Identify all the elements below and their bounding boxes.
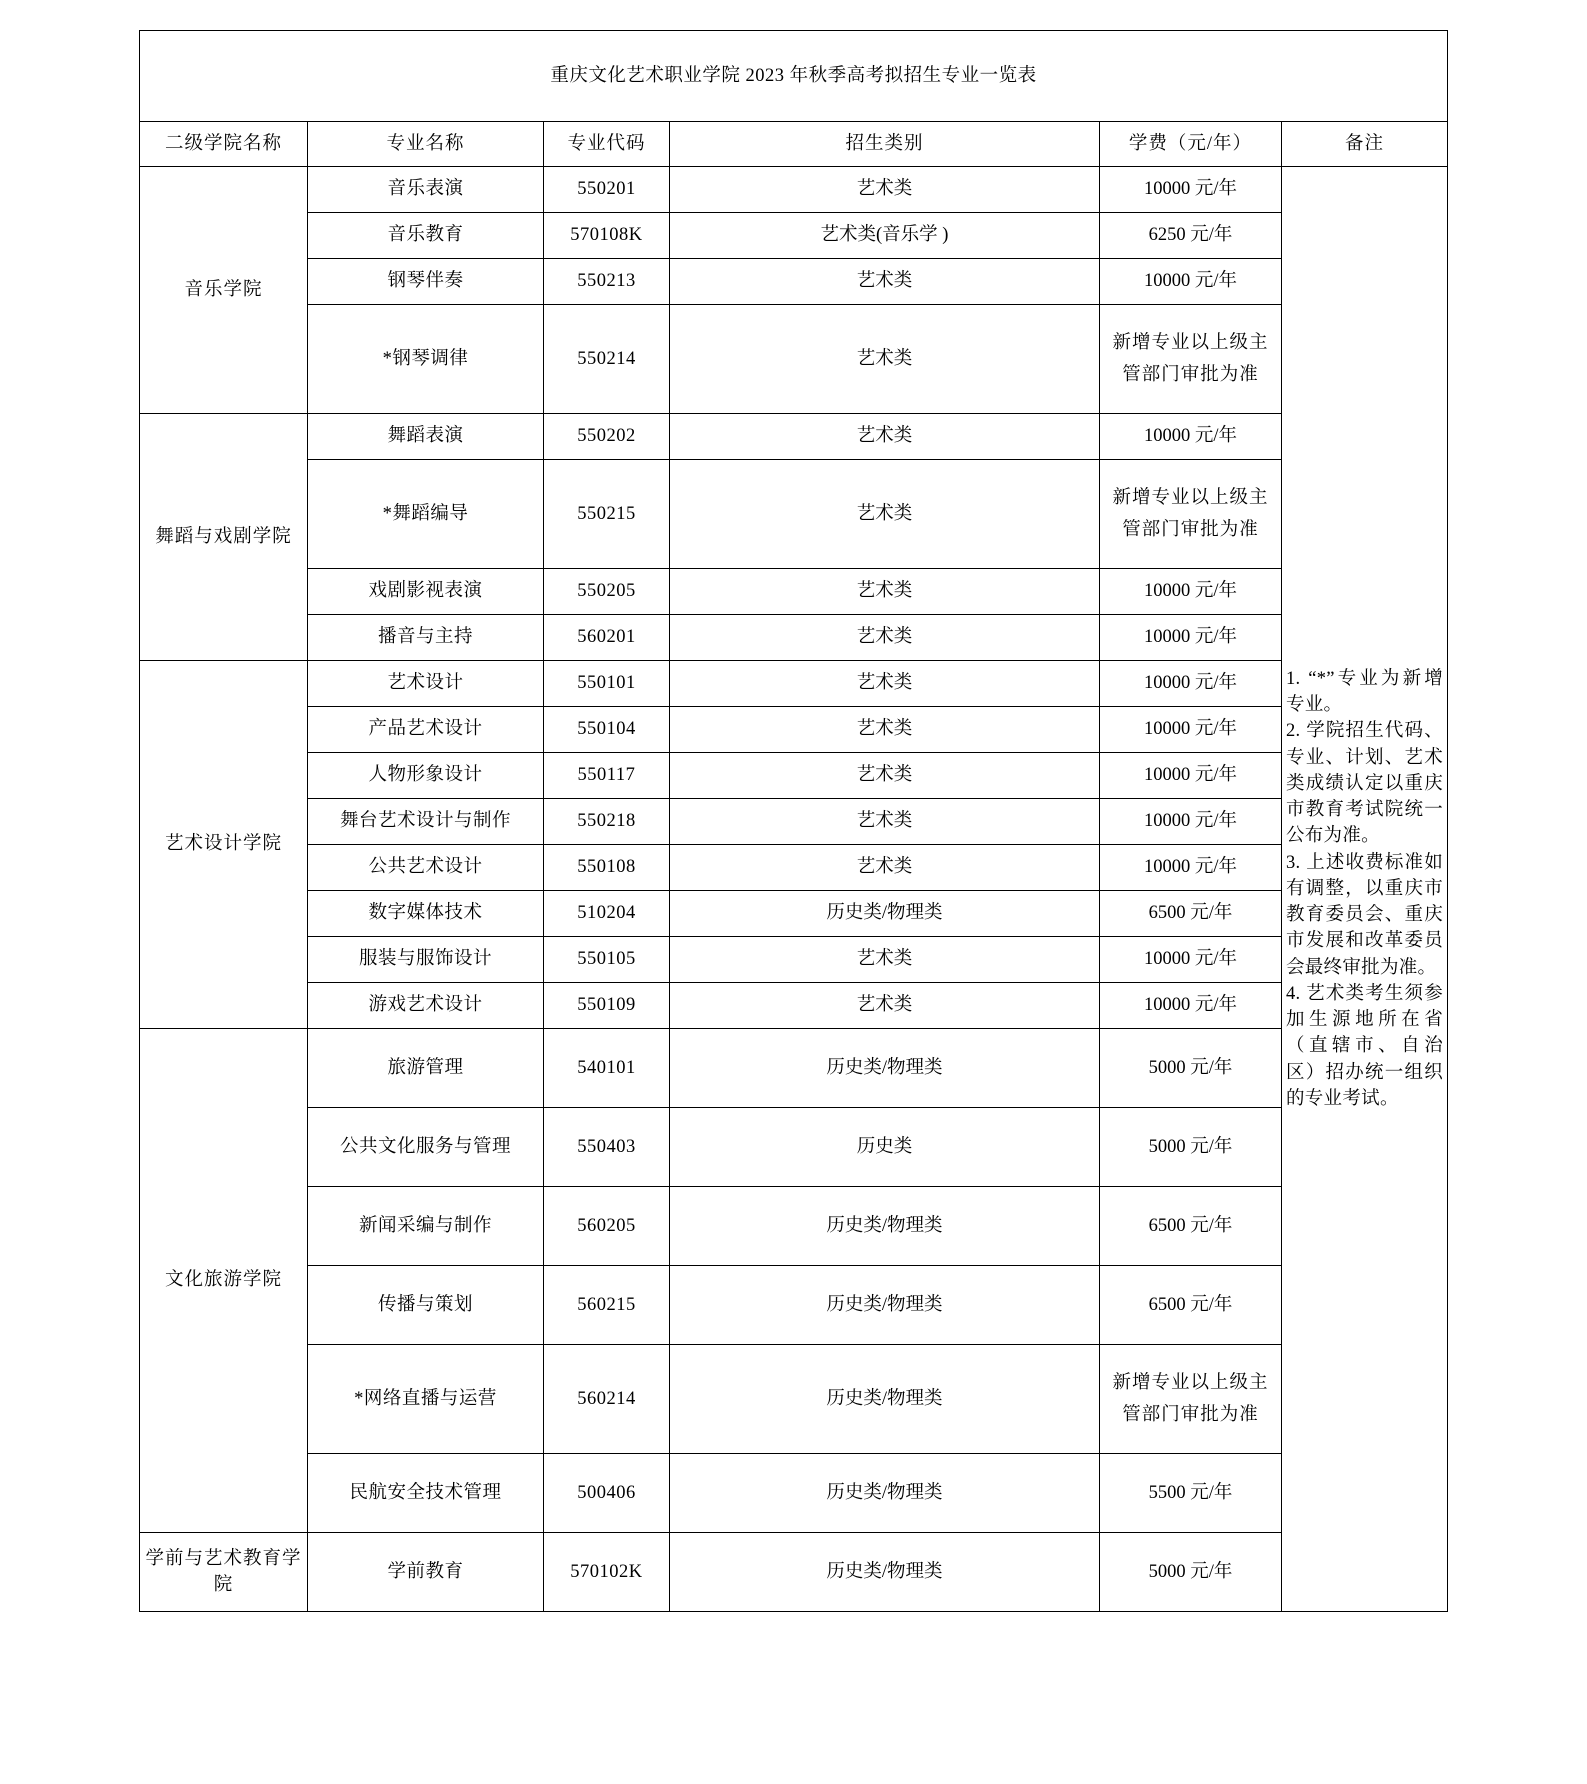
major-name-cell: 钢琴伴奏 <box>307 259 543 305</box>
tuition-fee-cell: 6500 元/年 <box>1099 1266 1281 1345</box>
table-row <box>139 1029 1447 1108</box>
tuition-fee-cell: 6500 元/年 <box>1099 891 1281 937</box>
major-name-cell: 戏剧影视表演 <box>307 569 543 615</box>
major-name-cell: 产品艺术设计 <box>307 707 543 753</box>
tuition-fee-cell: 6250 元/年 <box>1099 213 1281 259</box>
major-name-cell: 人物形象设计 <box>307 753 543 799</box>
major-name-cell: 新闻采编与制作 <box>307 1187 543 1266</box>
major-name-cell: 数字媒体技术 <box>307 891 543 937</box>
admission-category-cell: 历史类/物理类 <box>669 1266 1099 1345</box>
admission-category-cell: 历史类 <box>669 1108 1099 1187</box>
major-code-cell: 560201 <box>543 615 669 661</box>
remarks-cell <box>1281 167 1447 1612</box>
table-row <box>139 213 1447 259</box>
tuition-fee-cell: 5000 元/年 <box>1099 1029 1281 1108</box>
table-row <box>139 1187 1447 1266</box>
column-header-fee: 学费（元/年） <box>1099 122 1281 167</box>
table-row <box>139 1533 1447 1612</box>
tuition-fee-cell: 5000 元/年 <box>1099 1108 1281 1187</box>
tuition-fee-cell: 新增专业以上级主管部门审批为准 <box>1099 305 1281 414</box>
major-name-cell: 舞台艺术设计与制作 <box>307 799 543 845</box>
tuition-fee-cell: 6500 元/年 <box>1099 1187 1281 1266</box>
major-code-cell: 550202 <box>543 414 669 460</box>
table-head <box>139 31 1447 167</box>
tuition-fee-cell: 10000 元/年 <box>1099 414 1281 460</box>
admission-category-cell: 艺术类 <box>669 259 1099 305</box>
admission-category-cell: 历史类/物理类 <box>669 1029 1099 1108</box>
major-name-cell: *钢琴调律 <box>307 305 543 414</box>
admission-category-cell: 艺术类 <box>669 845 1099 891</box>
remark-item: 2. 学院招生代码、专业、计划、艺术类成绩认定以重庆市教育考试院统一公布为准。 <box>1285 721 1444 847</box>
major-code-cell: 550108 <box>543 845 669 891</box>
column-header-college: 二级学院名称 <box>139 122 307 167</box>
major-code-cell: 550403 <box>543 1108 669 1187</box>
table-row <box>139 1345 1447 1454</box>
remark-item: 4. 艺术类考生须参加生源地所在省（直辖市、自治区）招办统一组织的专业考试。 <box>1285 983 1444 1109</box>
major-code-cell: 550104 <box>543 707 669 753</box>
major-code-cell: 550215 <box>543 460 669 569</box>
major-name-cell: 舞蹈表演 <box>307 414 543 460</box>
table-row <box>139 569 1447 615</box>
tuition-fee-cell: 5500 元/年 <box>1099 1454 1281 1533</box>
major-name-cell: *网络直播与运营 <box>307 1345 543 1454</box>
column-header-category: 招生类别 <box>669 122 1099 167</box>
major-code-cell: 540101 <box>543 1029 669 1108</box>
major-name-cell: 传播与策划 <box>307 1266 543 1345</box>
table-row <box>139 460 1447 569</box>
tuition-fee-cell: 10000 元/年 <box>1099 753 1281 799</box>
major-name-cell: 音乐教育 <box>307 213 543 259</box>
tuition-fee-cell: 10000 元/年 <box>1099 615 1281 661</box>
major-code-cell: 560215 <box>543 1266 669 1345</box>
page-title: 重庆文化艺术职业学院 2023 年秋季高考拟招生专业一览表 <box>139 31 1447 122</box>
column-header-code: 专业代码 <box>543 122 669 167</box>
college-name-cell: 学前与艺术教育学院 <box>139 1533 307 1612</box>
major-code-cell: 550201 <box>543 167 669 213</box>
tuition-fee-cell: 10000 元/年 <box>1099 569 1281 615</box>
column-header-remark: 备注 <box>1281 122 1447 167</box>
table-row <box>139 707 1447 753</box>
admission-category-cell: 艺术类 <box>669 983 1099 1029</box>
major-code-cell: 550101 <box>543 661 669 707</box>
tuition-fee-cell: 10000 元/年 <box>1099 845 1281 891</box>
admission-category-cell: 历史类/物理类 <box>669 1454 1099 1533</box>
admission-category-cell: 艺术类 <box>669 305 1099 414</box>
admission-category-cell: 艺术类 <box>669 460 1099 569</box>
tuition-fee-cell: 5000 元/年 <box>1099 1533 1281 1612</box>
table-row <box>139 615 1447 661</box>
admission-majors-table <box>139 30 1448 1612</box>
college-name-cell: 音乐学院 <box>139 167 307 414</box>
major-name-cell: 游戏艺术设计 <box>307 983 543 1029</box>
tuition-fee-cell: 10000 元/年 <box>1099 259 1281 305</box>
major-code-cell: 550214 <box>543 305 669 414</box>
tuition-fee-cell: 10000 元/年 <box>1099 661 1281 707</box>
table-row <box>139 167 1447 213</box>
college-name-cell: 文化旅游学院 <box>139 1029 307 1533</box>
table-row <box>139 845 1447 891</box>
major-name-cell: 音乐表演 <box>307 167 543 213</box>
major-code-cell: 570108K <box>543 213 669 259</box>
tuition-fee-cell: 10000 元/年 <box>1099 799 1281 845</box>
table-row <box>139 753 1447 799</box>
college-name-cell: 艺术设计学院 <box>139 661 307 1029</box>
table-row <box>139 661 1447 707</box>
college-name-cell: 舞蹈与戏剧学院 <box>139 414 307 661</box>
admission-category-cell: 历史类/物理类 <box>669 1533 1099 1612</box>
admission-category-cell: 历史类/物理类 <box>669 1345 1099 1454</box>
major-code-cell: 550213 <box>543 259 669 305</box>
major-code-cell: 510204 <box>543 891 669 937</box>
admission-category-cell: 艺术类 <box>669 167 1099 213</box>
admission-category-cell: 艺术类 <box>669 753 1099 799</box>
major-code-cell: 550105 <box>543 937 669 983</box>
major-code-cell: 550205 <box>543 569 669 615</box>
title-row <box>139 31 1447 122</box>
major-code-cell: 550117 <box>543 753 669 799</box>
major-code-cell: 550218 <box>543 799 669 845</box>
major-name-cell: 艺术设计 <box>307 661 543 707</box>
table-row <box>139 891 1447 937</box>
remark-item: 3. 上述收费标准如有调整，以重庆市教育委员会、重庆市发展和改革委员会最终审批为准。 <box>1285 852 1444 978</box>
table-row <box>139 1454 1447 1533</box>
header-row <box>139 122 1447 167</box>
admission-category-cell: 艺术类 <box>669 414 1099 460</box>
column-header-major: 专业名称 <box>307 122 543 167</box>
table-row <box>139 1266 1447 1345</box>
admission-category-cell: 艺术类 <box>669 615 1099 661</box>
major-name-cell: 公共艺术设计 <box>307 845 543 891</box>
table-body <box>139 167 1447 1612</box>
admission-category-cell: 艺术类 <box>669 707 1099 753</box>
admission-category-cell: 历史类/物理类 <box>669 891 1099 937</box>
tuition-fee-cell: 10000 元/年 <box>1099 167 1281 213</box>
tuition-fee-cell: 新增专业以上级主管部门审批为准 <box>1099 460 1281 569</box>
major-code-cell: 570102K <box>543 1533 669 1612</box>
tuition-fee-cell: 10000 元/年 <box>1099 707 1281 753</box>
major-code-cell: 560214 <box>543 1345 669 1454</box>
major-name-cell: 民航安全技术管理 <box>307 1454 543 1533</box>
table-row <box>139 983 1447 1029</box>
major-name-cell: 公共文化服务与管理 <box>307 1108 543 1187</box>
table-row <box>139 799 1447 845</box>
major-code-cell: 560205 <box>543 1187 669 1266</box>
major-name-cell: 学前教育 <box>307 1533 543 1612</box>
table-row <box>139 305 1447 414</box>
table-row <box>139 259 1447 305</box>
major-name-cell: 旅游管理 <box>307 1029 543 1108</box>
major-name-cell: *舞蹈编导 <box>307 460 543 569</box>
major-name-cell: 播音与主持 <box>307 615 543 661</box>
major-code-cell: 550109 <box>543 983 669 1029</box>
admission-category-cell: 艺术类 <box>669 661 1099 707</box>
admission-category-cell: 艺术类 <box>669 937 1099 983</box>
tuition-fee-cell: 10000 元/年 <box>1099 937 1281 983</box>
table-row <box>139 937 1447 983</box>
table-row <box>139 414 1447 460</box>
major-code-cell: 500406 <box>543 1454 669 1533</box>
major-name-cell: 服装与服饰设计 <box>307 937 543 983</box>
tuition-fee-cell: 10000 元/年 <box>1099 983 1281 1029</box>
admission-category-cell: 艺术类 <box>669 799 1099 845</box>
admission-category-cell: 艺术类(音乐学 ) <box>669 213 1099 259</box>
remark-item: 1. “*”专业为新增专业。 <box>1285 668 1444 715</box>
tuition-fee-cell: 新增专业以上级主管部门审批为准 <box>1099 1345 1281 1454</box>
admission-category-cell: 艺术类 <box>669 569 1099 615</box>
admission-category-cell: 历史类/物理类 <box>669 1187 1099 1266</box>
table-row <box>139 1108 1447 1187</box>
